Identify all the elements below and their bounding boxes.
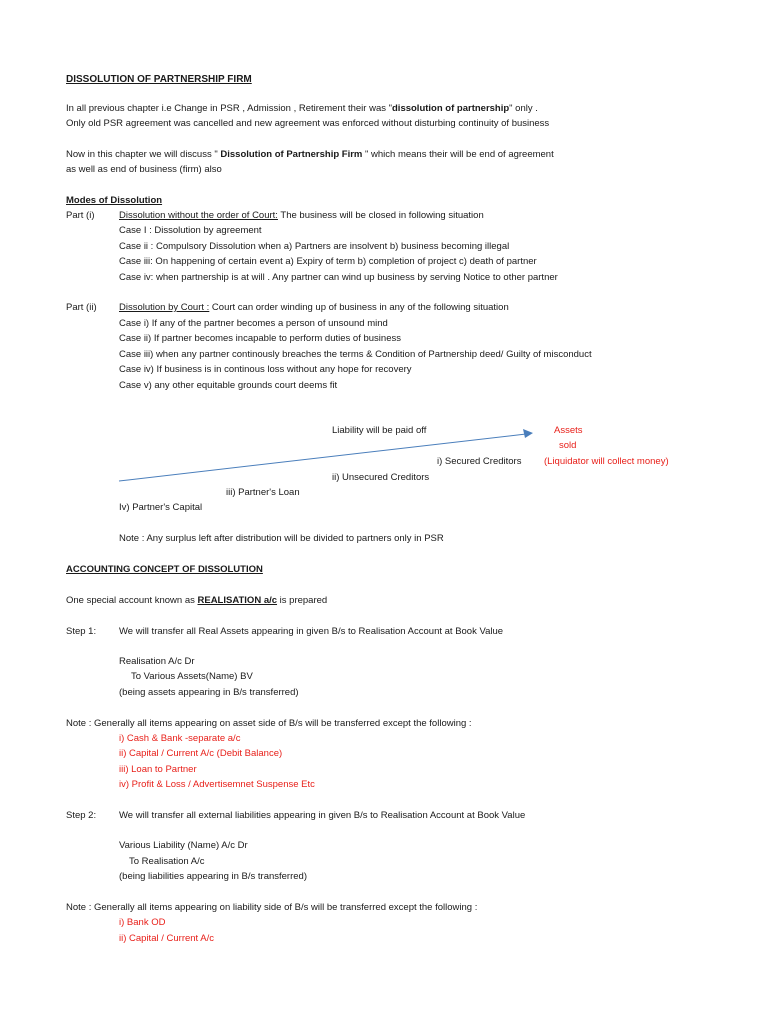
- exception-item: i) Cash & Bank -separate a/c: [119, 733, 241, 744]
- journal-narration: (being assets appearing in B/s transferred): [119, 687, 299, 698]
- liability-item: Iv) Partner's Capital: [119, 502, 203, 513]
- journal-entry-line: Realisation A/c Dr: [119, 656, 195, 667]
- part2-case: Case iv) If business is in continous loss without any hope for recovery: [119, 364, 412, 375]
- part2-label: Part (ii): [66, 302, 97, 313]
- part1-case: Case iii: On happening of certain event a) Expiry of term b) completion of project c) death of partner: [119, 256, 537, 267]
- sold-label: sold: [559, 440, 577, 451]
- intro-text: Now in this chapter we will discuss ": [66, 149, 221, 160]
- step1-note: Note : Generally all items appearing on asset side of B/s will be transferred except the following :: [66, 718, 472, 729]
- step2-note: Note : Generally all items appearing on liability side of B/s will be transferred except the following :: [66, 902, 478, 913]
- liability-label: Liability will be paid off: [332, 425, 427, 436]
- journal-entry-line: To Various Assets(Name) BV: [131, 671, 253, 682]
- assets-label: Assets: [554, 425, 583, 436]
- realisation-intro-text: is prepared: [277, 595, 328, 606]
- liquidator-label: (Liquidator will collect money): [544, 456, 669, 467]
- exception-item: i) Bank OD: [119, 917, 166, 928]
- journal-narration: (being liabilities appearing in B/s transferred): [119, 871, 307, 882]
- part1-heading-rest: The business will be closed in following situation: [277, 210, 484, 221]
- step2-label: Step 2:: [66, 810, 97, 821]
- step1-text: We will transfer all Real Assets appearing in given B/s to Realisation Account at Book Value: [119, 626, 504, 637]
- part2-heading-rest: Court can order winding up of business in any of the following situation: [209, 302, 509, 313]
- journal-entry-line: Various Liability (Name) A/c Dr: [119, 840, 248, 851]
- realisation-account-term: REALISATION a/c: [197, 595, 278, 606]
- part1-heading: Dissolution without the order of Court:: [119, 210, 278, 221]
- part1-label: Part (i): [66, 210, 95, 221]
- accounting-heading: ACCOUNTING CONCEPT OF DISSOLUTION: [66, 564, 263, 575]
- part2-case: Case i) If any of the partner becomes a person of unsound mind: [119, 318, 388, 329]
- intro-bold-term: dissolution of partnership: [392, 103, 510, 114]
- modes-heading: Modes of Dissolution: [66, 195, 163, 206]
- exception-item: iii) Loan to Partner: [119, 764, 197, 775]
- intro-text: " only .: [509, 103, 538, 114]
- liability-item: iii) Partner's Loan: [226, 487, 300, 498]
- exception-item: iv) Profit & Loss / Advertisemnet Suspense Etc: [119, 779, 315, 790]
- intro-line-4: as well as end of business (firm) also: [66, 164, 222, 175]
- exception-item: ii) Capital / Current A/c (Debit Balance): [119, 748, 283, 759]
- realisation-intro: [66, 595, 327, 607]
- page-title: DISSOLUTION OF PARTNERSHIP FIRM: [66, 74, 252, 85]
- part1-case: Case iv: when partnership is at will . Any partner can wind up business by serving Notice to other partner: [119, 272, 558, 283]
- part1-case: Case ii : Compulsory Dissolution when a) Partners are insolvent b) business becoming illegal: [119, 241, 510, 252]
- part2-case: Case iii) when any partner continously breaches the terms & Condition of Partnership deed/ Guilty of misconduct: [119, 349, 592, 360]
- intro-text: " which means their will be end of agreement: [362, 149, 554, 160]
- surplus-note: Note : Any surplus left after distribution will be divided to partners only in PSR: [119, 533, 444, 544]
- journal-entry-line: To Realisation A/c: [129, 856, 205, 867]
- realisation-intro-text: One special account known as: [66, 595, 198, 606]
- part2-case: Case v) any other equitable grounds court deems fit: [119, 380, 338, 391]
- step2-text: We will transfer all external liabilities appearing in given B/s to Realisation Account at Book Value: [119, 810, 526, 821]
- exception-item: ii) Capital / Current A/c: [119, 933, 215, 944]
- part2-case: Case ii) If partner becomes incapable to perform duties of business: [119, 333, 401, 344]
- liability-item: ii) Unsecured Creditors: [332, 472, 430, 483]
- intro-bold-term: Dissolution of Partnership Firm: [220, 149, 363, 160]
- part2-heading: Dissolution by Court :: [119, 302, 210, 313]
- liability-item: i) Secured Creditors: [437, 456, 522, 467]
- intro-text: In all previous chapter i.e Change in PSR , Admission , Retirement their was ": [66, 103, 392, 114]
- part1-case: Case I : Dissolution by agreement: [119, 225, 262, 236]
- intro-line-2: Only old PSR agreement was cancelled and new agreement was enforced without disturbing continuity of business: [66, 118, 550, 129]
- step1-label: Step 1:: [66, 626, 97, 637]
